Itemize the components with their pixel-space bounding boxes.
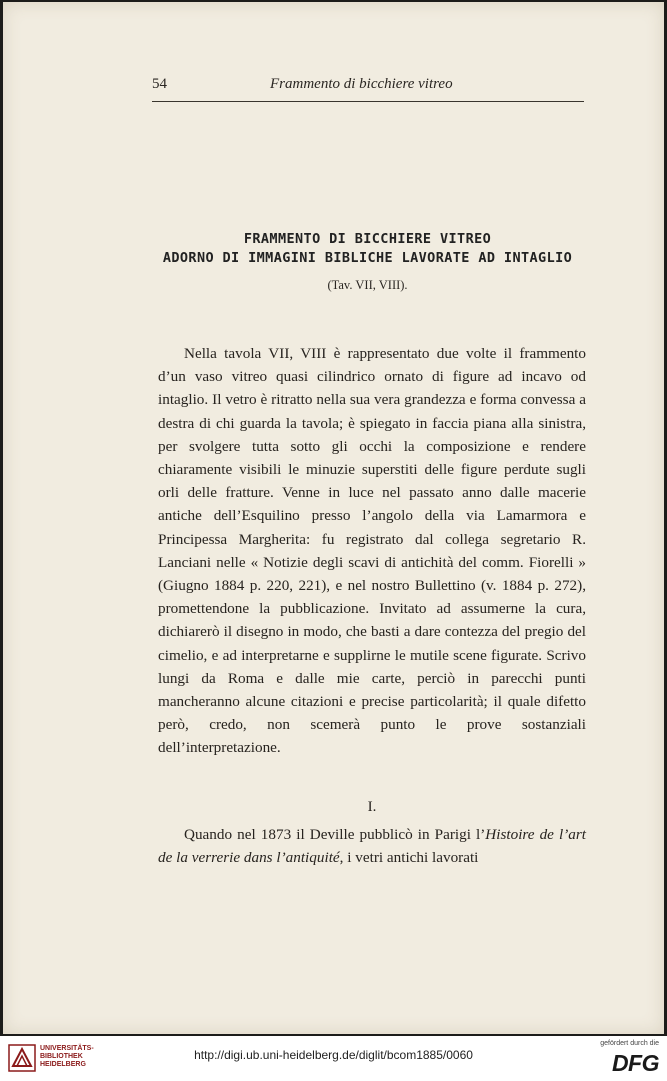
book-title-italic: Histoire de l’art de la verrerie dans l’antiquité bbox=[158, 826, 587, 867]
paragraph2-start: Quando nel 1873 il Deville pubblicò in Parigi l’ bbox=[184, 826, 486, 843]
section-number: I. bbox=[367, 799, 377, 815]
permalink-url[interactable]: http://digi.ub.uni-heidelberg.de/diglit/bcom1885/0060 bbox=[194, 1048, 473, 1062]
dfg-logo: DFG bbox=[611, 1050, 659, 1076]
running-head bbox=[152, 76, 584, 100]
article-title-line-1: FRAMMENTO DI BICCHIERE VITREO bbox=[243, 231, 492, 247]
header-rule bbox=[152, 101, 584, 102]
paragraph-text-2 bbox=[158, 823, 586, 869]
body-paragraph-2 bbox=[158, 823, 586, 869]
running-title: Frammento di bicchiere vitreo bbox=[270, 76, 453, 92]
library-line-3: HEIDELBERG bbox=[40, 1061, 86, 1068]
paragraph2-end: , i vetri antichi lavorati bbox=[339, 849, 479, 867]
viewer-footer bbox=[0, 1036, 667, 1081]
funded-by-label: gefördert durch die bbox=[600, 1040, 659, 1047]
library-line-1: UNIVERSITÄTS- bbox=[40, 1045, 94, 1052]
paragraph-text: Nella tavola VII, VIII è rappresentato due volte il frammento d’un vaso vitreo quasi cilindrico ornato di figure ad incavo od intaglio. Il vetro è ritratto nella sua vera grandezza e forma convessa a destra di chi guarda la tavola; è spiegato in faccia piana alla sinistra, per svolgere tutta sotto gli occhi la composizione e rendere chiaramente visibili le minuzie superstiti delle figure perdute sugli orli delle fratture. Venne in luce nel passato anno dalle macerie antiche dell’Esquilino presso l’angolo della via Lamarmora e Principessa Margherita: fu registrato dal collega segretario R. Lanciani nelle « Notizie degli scavi di antichità del comm. Fiorelli » (Giugno 1884 p. 220, 221), e nel nostro Bullettino (v. 1884 p. 272), promettendone la pubblicazione. Invitato ad assumerne la cura, dichiarerò il disegno in modo, che basti a dare contezza del pregio del cimelio, e ad interpretarne e supplirne le mutile scene figurate. Scrivo lungi da Roma e dalle mie carte, perciò in parecchi punti mancheranno alcune citazioni e precise particolarità; il quale difetto però, credo, non scemerà punto le prove sostanziali dell’interpretazione. bbox=[158, 345, 586, 757]
article-title-line-2: ADORNO DI IMMAGINI BIBLICHE LAVORATE AD INTAGLIO bbox=[162, 250, 573, 266]
page-number: 54 bbox=[152, 76, 167, 92]
plates-reference: (Tav. VII, VIII). bbox=[327, 278, 408, 292]
library-line-2: BIBLIOTHEK bbox=[40, 1053, 83, 1060]
body-paragraph-1 bbox=[158, 342, 586, 760]
